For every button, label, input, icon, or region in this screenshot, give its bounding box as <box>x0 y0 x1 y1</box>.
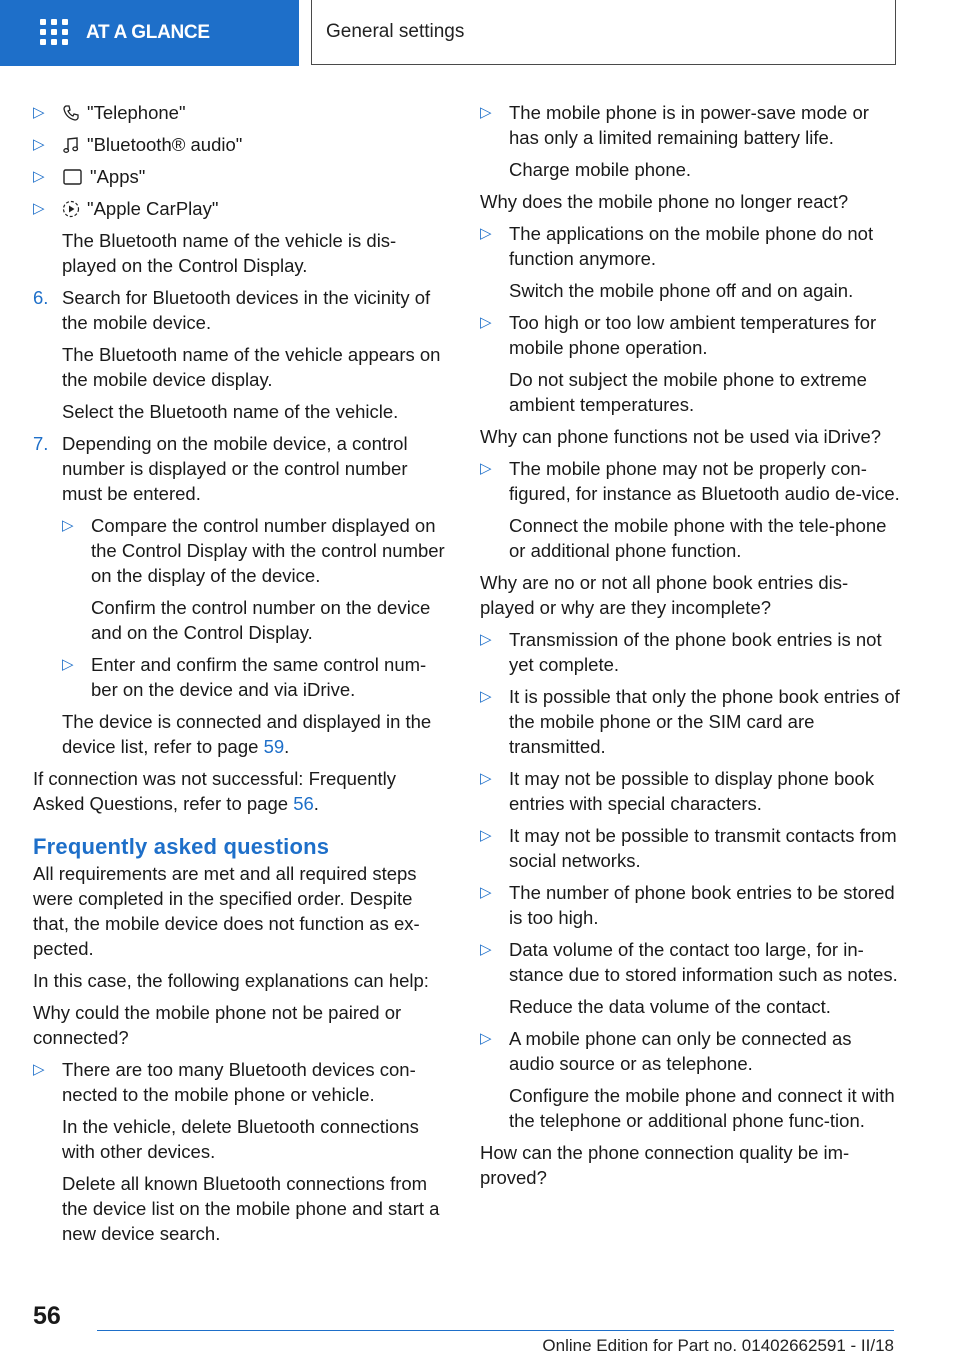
faq-bullet-paragraph: Reduce the data volume of the contact. <box>509 996 831 1017</box>
result-text: The device is connected and displayed in the device list, refer to page <box>62 711 432 757</box>
page-number: 56 <box>33 1302 61 1330</box>
menu-item-label: "Apple CarPlay" <box>87 198 219 219</box>
carplay-play-icon <box>62 200 80 218</box>
step-7-result <box>33 709 448 759</box>
at-a-glance-label: AT A GLANCE <box>86 22 210 43</box>
punctuation: . <box>313 793 319 814</box>
grid-menu-icon <box>40 19 68 47</box>
faq-bullet-paragraph: Switch the mobile phone off and on again. <box>509 280 854 301</box>
faq-bullet-paragraph: Configure the mobile phone and connect it with the telephone or additional phone func‐tion. <box>509 1085 895 1131</box>
step-6 <box>33 285 448 335</box>
phone-icon <box>62 104 80 122</box>
faq-bullet: ▷ There are too many Bluetooth devices con‐nected to the mobile phone or vehicle. <box>33 1057 448 1107</box>
note-text: If connection was not successful: Frequently Asked Questions, refer to page <box>33 768 396 814</box>
step-7-bullet: ▷ Enter and confirm the same control num‐ber on the device and via iDrive. <box>62 652 448 702</box>
faq-bullet: ▷ Too high or too low ambient temperatures for mobile phone operation. <box>480 310 900 360</box>
menu-item-list <box>33 100 448 221</box>
menu-item-bluetooth-audio <box>33 132 448 157</box>
step-7-bullet-paragraph: Confirm the control number on the device and on the Control Display. <box>91 597 431 643</box>
faq-bullet-paragraph: Charge mobile phone. <box>509 159 692 180</box>
faq-bullet: ▷ The mobile phone may not be properly con‐figured, for instance as Bluetooth audio de‐vice. <box>480 456 900 506</box>
faq-bullet-paragraph: Do not subject the mobile phone to extreme ambient temperatures. <box>509 369 867 415</box>
faq-bullet: ▷ The applications on the mobile phone do not function anymore. <box>480 221 900 271</box>
step-7 <box>33 431 448 506</box>
faq-help: In this case, the following explanations can help: <box>33 970 429 991</box>
menu-item-apps <box>33 164 448 189</box>
section-title-box <box>311 0 896 65</box>
step-text: Depending on the mobile device, a control number is displayed or the control number must be entered. <box>62 433 408 504</box>
faq-heading: Frequently asked questions <box>33 834 330 859</box>
faq-bullet: ▷ A mobile phone can only be connected as audio source or as telephone. <box>480 1026 900 1076</box>
faq-bullet: ▷ Transmission of the phone book entries is not yet complete. <box>480 627 900 677</box>
page-link-59[interactable]: 59 <box>263 736 285 757</box>
menu-item-label: "Apps" <box>90 166 146 187</box>
left-column <box>33 100 448 1253</box>
faq-bullet: ▷ It is possible that only the phone book entries of the mobile phone or the SIM card are transmitted. <box>480 684 900 759</box>
faq-question: Why does the mobile phone no longer react? <box>480 191 849 212</box>
menu-item-label: "Telephone" <box>87 102 186 123</box>
bt-name-note: The Bluetooth name of the vehicle is dis‐played on the Control Display. <box>62 230 397 276</box>
faq-bullet: ▷ The number of phone book entries to be stored is too high. <box>480 880 900 930</box>
faq-bullet-paragraph: In the vehicle, delete Bluetooth connections with other devices. <box>62 1116 419 1162</box>
faq-question: Why can phone functions not be used via iDrive? <box>480 426 882 447</box>
step-6-paragraph: Select the Bluetooth name of the vehicle. <box>62 401 399 422</box>
step-number: 6. <box>33 287 49 308</box>
faq-question: Why are no or not all phone book entries dis‐played or why are they incomplete? <box>480 572 849 618</box>
faq-bullet: ▷ It may not be possible to display phone book entries with special characters. <box>480 766 900 816</box>
right-column <box>480 100 900 1197</box>
footer-divider <box>97 1330 894 1331</box>
punctuation: . <box>284 736 290 757</box>
faq-bullet-paragraph: Delete all known Bluetooth connections from the device list on the mobile phone and start a new device search. <box>62 1173 440 1244</box>
menu-item-label: "Bluetooth® audio" <box>87 134 243 155</box>
menu-item-apple-carplay <box>33 196 448 221</box>
section-title: General settings <box>326 21 465 42</box>
music-note-icon <box>62 136 80 154</box>
faq-question: Why could the mobile phone not be paired or connected? <box>33 1002 402 1048</box>
not-successful-note <box>33 766 448 816</box>
step-7-bullet: ▷ Compare the control number displayed on the Control Display with the control number on the display of the device. <box>62 513 448 588</box>
step-text: Search for Bluetooth devices in the vicinity of the mobile device. <box>62 287 431 333</box>
faq-intro: All requirements are met and all required steps were completed in the specified order. Despite that, the mobile device does not function as ex‐pected. <box>33 863 420 959</box>
edition-note: Online Edition for Part no. 01402662591 - II/18 <box>542 1336 894 1355</box>
menu-item-telephone <box>33 100 448 125</box>
apps-square-icon <box>62 168 83 186</box>
faq-question: How can the phone connection quality be im‐proved? <box>480 1142 850 1188</box>
page-header <box>0 0 960 66</box>
page-link-56[interactable]: 56 <box>293 793 314 814</box>
faq-bullet: ▷ Data volume of the contact too large, for in‐stance due to stored information such as notes. <box>480 937 900 987</box>
faq-bullet-paragraph: Connect the mobile phone with the tele‐phone or additional phone function. <box>509 515 887 561</box>
at-a-glance-tab[interactable] <box>0 0 299 66</box>
step-number: 7. <box>33 433 49 454</box>
step-6-paragraph: The Bluetooth name of the vehicle appears on the mobile device display. <box>62 344 441 390</box>
faq-bullet: ▷ It may not be possible to transmit contacts from social networks. <box>480 823 900 873</box>
faq-bullet: ▷ The mobile phone is in power-save mode or has only a limited remaining battery life. <box>480 100 900 150</box>
